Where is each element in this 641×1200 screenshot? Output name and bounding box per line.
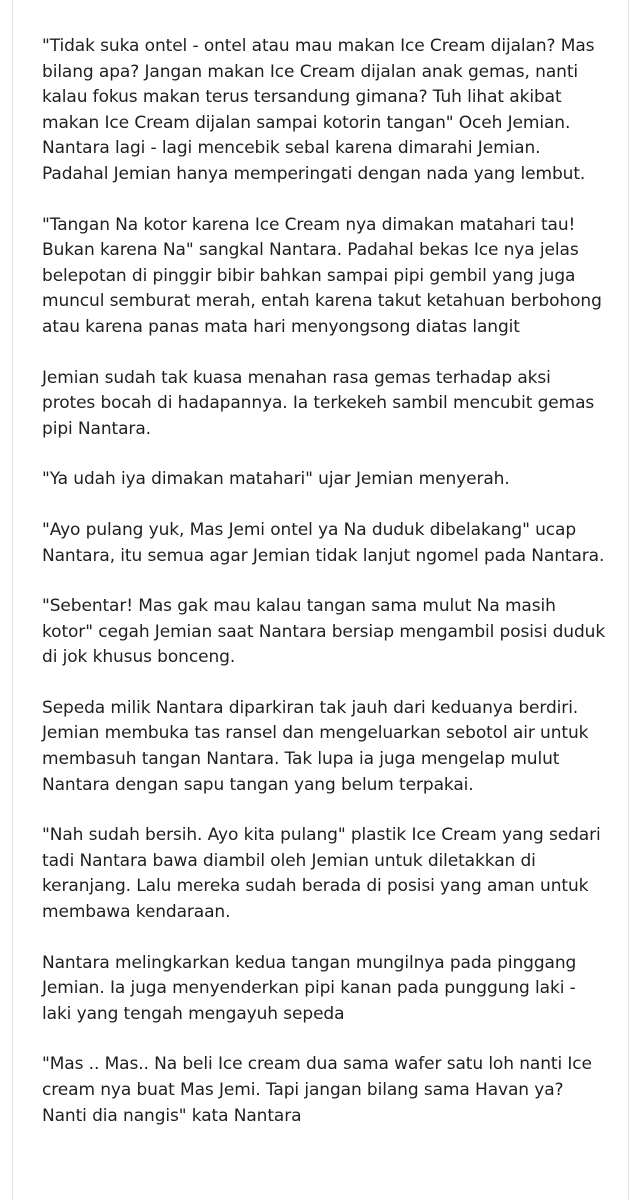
paragraph: "Ayo pulang yuk, Mas Jemi ontel ya Na duduk dibelakang" ucap Nantara, itu semua agar Jemian tidak lanjut ngomel pada Nantara. — [42, 519, 605, 566]
paragraph: Jemian sudah tak kuasa menahan rasa gemas terhadap aksi protes bocah di hadapannya. Ia terkekeh sambil mencubit gemas pipi Nantara. — [42, 367, 595, 439]
paragraph: "Sebentar! Mas gak mau kalau tangan sama mulut Na masih kotor" cegah Jemian saat Nantara bersiap mengambil posisi duduk di jok khusus bonceng. — [42, 596, 606, 668]
paragraph: "Tidak suka ontel - ontel atau mau makan Ice Cream dijalan? Mas bilang apa? Jangan makan Ice Cream dijalan anak gemas, nanti kalau fokus makan terus tersandung gimana? Tuh lihat akibat makan Ice Cream dijalan sampai kotorin tangan" Oceh Jemian. Nantara lagi - lagi mencebik sebal karena dimarahi Jemian. Padahal Jemian hanya memperingati dengan nada yang lembut. — [42, 36, 595, 184]
paragraph: Sepeda milik Nantara diparkiran tak jauh dari keduanya berdiri. Jemian membuka tas ransel dan mengeluarkan sebotol air untuk membasuh tangan Nantara. Tak lupa ia juga mengelap mulut Nantara dengan sapu tangan yang belum terpakai. — [42, 697, 589, 795]
paragraph: "Ya udah iya dimakan matahari" ujar Jemian menyerah. — [42, 469, 510, 490]
story-text — [42, 34, 608, 1154]
paragraph: "Tangan Na kotor karena Ice Cream nya dimakan matahari tau! Bukan karena Na" sangkal Nantara. Padahal bekas Ice nya jelas belepotan di pinggir bibir bahkan sampai pipi gembil yang juga muncul semburat merah, entah karena takut ketahuan berbohong atau karena panas mata hari menyongsong diatas langit — [42, 214, 602, 337]
paragraph: Nantara melingkarkan kedua tangan mungilnya pada pinggang Jemian. Ia juga menyenderkan pipi kanan pada punggung laki - laki yang tengah mengayuh sepeda — [42, 952, 577, 1024]
paragraph: "Mas .. Mas.. Na beli Ice cream dua sama wafer satu loh nanti Ice cream nya buat Mas Jemi. Tapi jangan bilang sama Havan ya? Nanti dia nangis" kata Nantara — [42, 1054, 592, 1126]
paragraph: "Nah sudah bersih. Ayo kita pulang" plastik Ice Cream yang sedari tadi Nantara bawa diambil oleh Jemian untuk diletakkan di keranjang. Lalu mereka sudah berada di posisi yang aman untuk membawa kendaraan. — [42, 825, 601, 923]
